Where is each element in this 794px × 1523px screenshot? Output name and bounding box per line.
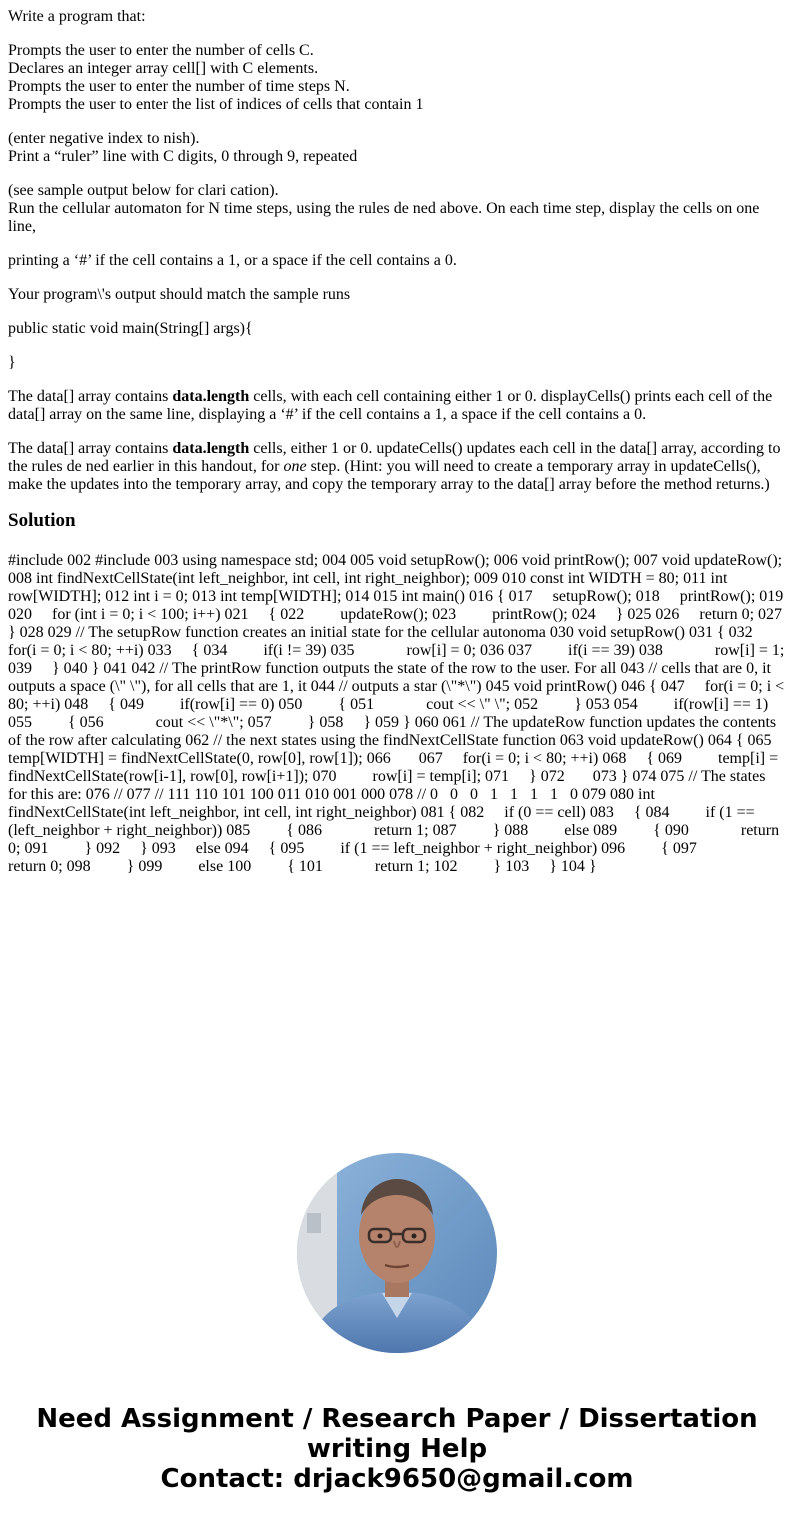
step-line: Prompts the user to enter the number of cells C. bbox=[8, 42, 314, 59]
match-line: Your program\'s output should match the sample runs bbox=[8, 286, 351, 303]
clarify-paragraph bbox=[8, 182, 786, 236]
steps-paragraph bbox=[8, 42, 786, 114]
display-cells-paragraph bbox=[8, 388, 786, 424]
ruler-line: Print a “ruler” line with C digits, 0 through 9, repeated bbox=[8, 148, 358, 165]
intro-text: Write a program that: bbox=[8, 8, 146, 25]
document-body bbox=[8, 8, 792, 876]
printing-line: printing a ‘#’ if the cell contains a 1, or a space if the cell contains a 0. bbox=[8, 252, 457, 269]
promo-line-2: writing Help bbox=[306, 1434, 488, 1464]
update-italic-term: one bbox=[283, 458, 307, 475]
step-line: Declares an integer array cell[] with C elements. bbox=[8, 60, 319, 77]
step-line: Prompts the user to enter the list of indices of cells that contain 1 bbox=[8, 96, 424, 113]
main-signature: public static void main(String[] args){ bbox=[8, 320, 253, 337]
closing-brace: } bbox=[8, 354, 16, 371]
promo-banner bbox=[0, 1404, 794, 1494]
display-text-before: The data[] array contains bbox=[8, 388, 173, 405]
step-line: Prompts the user to enter the number of time steps N. bbox=[8, 78, 350, 95]
run-line: Run the cellular automaton for N time steps, using the rules de ned above. On each time step, display the cells on one line, bbox=[8, 200, 760, 235]
update-text-after: step. (Hint: you will need to create a temporary array in updateCells(), make the updates into the temporary array, and copy the temporary array to the data[] array before the method returns.) bbox=[8, 458, 770, 493]
promo-contact: Contact: drjack9650@gmail.com bbox=[160, 1464, 634, 1494]
display-text-after: cells, with each cell containing either 1 or 0. displayCells() prints each cell of the data[] array on the same line, displaying a ‘#’ if the cell contains a 1, a space if the cell contains a 0. bbox=[8, 388, 773, 423]
update-cells-paragraph bbox=[8, 440, 786, 494]
promo-line-1: Need Assignment / Research Paper / Dissertation bbox=[36, 1404, 758, 1434]
finish-note: (enter negative index to nish). bbox=[8, 130, 200, 147]
solution-code: #include 002 #include 003 using namespace std; 004 005 void setupRow(); 006 void printRow(); 007 void updateRow(); 008 int findNextCellState(int left_neighbor, int cell, int right_neighbor); 009 010 const int WIDTH = 80; 011 int row[WIDTH]; 012 int i = 0; 013 int temp[WIDTH]; 014 015 int main() 016 { 017 setupRow(); 018 printRow(); 019 020 for (int i = 0; i < 100; i++) 021 { 022 updateRow(); 023 printRow(); 024 } 025 026 return 0; 027 } 028 029 // The setupRow function creates an initial state for the cellular autonoma 030 void setupRow() 031 { 032 for(i = 0; i < 80; ++i) 033 { 034 if(i != 39) 035 row[i] = 0; 036 037 if(i == 39) 038 row[i] = 1; 039 } 040 } 041 042 // The printRow function outputs the state of the row to the user. For all 043 // cells that are 0, it outputs a space (\" \"), for all cells that are 1, it 044 // outputs a star (\"*\") 045 void printRow() 046 { 047 for(i = 0; i < 80; ++i) 048 { 049 if(row[i] == 0) 050 { 051 cout << \" \"; 052 } 053 054 if(row[i] == 1) 055 { 056 cout << \"*\"; 057 } 058 } 059 } 060 061 // The updateRow function updates the contents of the row after calculating 062 // the next states using the findNextCellState function 063 void updateRow() 064 { 065 temp[WIDTH] = findNextCellState(0, row[0], row[1]); 066 067 for(i = 0; i < 80; ++i) 068 { 069 temp[i] = findNextCellState(row[i-1], row[0], row[i+1]); 070 row[i] = temp[i]; 071 } 072 073 } 074 075 // The states for this are: 076 // 077 // 111 110 101 100 011 010 001 000 078 // 0 0 0 1 1 1 1 0 079 080 int findNextCellState(int left_neighbor, int cell, int right_neighbor) 081 { 082 if (0 == cell) 083 { 084 if (1 == (left_neighbor + right_neighbor)) 085 { 086 return 1; 087 } 088 else 089 { 090 return 0; 091 } 092 } 093 else 094 { 095 if (1 == left_neighbor + right_neighbor) 096 { 097 return 0; 098 } 099 else 100 { 101 return 1; 102 } 103 } 104 } bbox=[8, 552, 792, 875]
author-photo bbox=[297, 1153, 497, 1353]
solution-heading: Solution bbox=[8, 510, 76, 531]
author-portrait-icon bbox=[297, 1153, 497, 1353]
finish-paragraph bbox=[8, 130, 786, 166]
clarify-note: (see sample output below for clari cation). bbox=[8, 182, 279, 199]
update-text-before: The data[] array contains bbox=[8, 440, 173, 457]
update-bold-term: data.length bbox=[172, 440, 250, 457]
display-bold-term: data.length bbox=[172, 388, 250, 405]
update-text-middle: cells, either 1 or 0. updateCells() updates each cell in the data[] array, according to the rules de ned earlier in this handout, for bbox=[8, 440, 781, 475]
